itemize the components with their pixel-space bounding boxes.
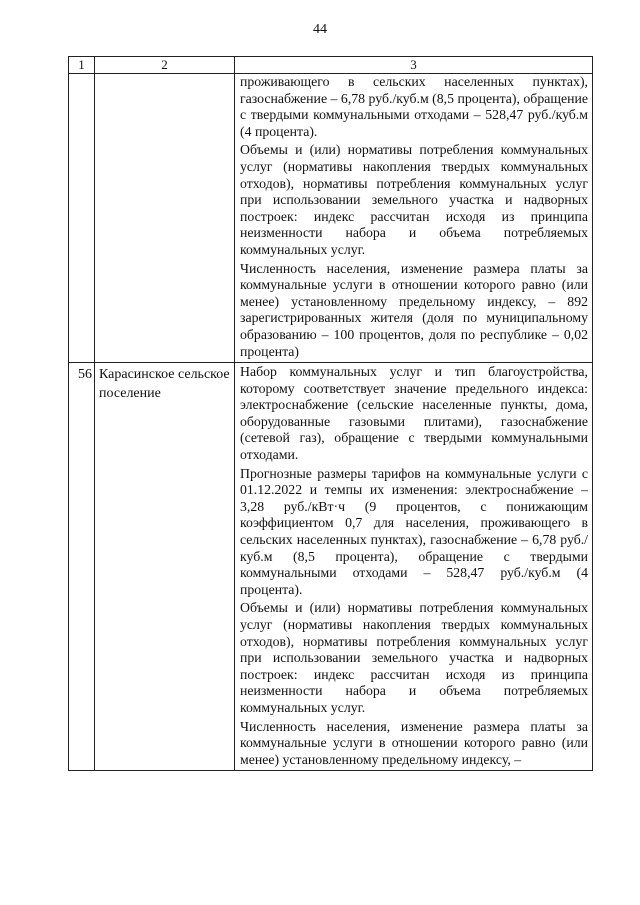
paragraph-services-set: Набор коммунальных услуг и тип благоустройства, которому соответствует значение предельного индекса: электроснабжение (сельские населенные пункты, дома, оборудованные газовыми плитами), газоснабжение (сетевой газ), обращение с твердыми коммунальными отходами. [240,364,588,463]
table-row-56 [69,363,593,771]
row-content [235,363,593,771]
paragraph-tariffs: Прогнозные размеры тарифов на коммунальные услуги с 01.12.2022 и темпы их изменения: электроснабжение – 3,28 руб./кВт·ч (9 процентов, с понижающим коэффициентом 0,7 для населения, проживающего в сельских населенных пунктах), газоснабжение – 6,78 руб./куб.м (8,5 процента), обращение с твердыми коммунальными отходами – 528,47 руб./куб.м (4 процента). [240,465,588,597]
header-col-2: 2 [95,57,235,74]
indices-table [68,56,593,771]
paragraph-tariffs-cont: проживающего в сельских населенных пунктах), газоснабжение – 6,78 руб./куб.м (8,5 процента), обращение с твердыми коммунальными отходами – 528,47 руб./куб.м (4 процента). [240,74,588,139]
row-content [235,74,593,363]
paragraph-norms: Объемы и (или) нормативы потребления коммунальных услуг (нормативы накопления твердых коммунальных отходов), нормативы потребления коммунальных услуг при использовании земельного участка и надворных построек: индекс рассчитан исходя из принципа неизменности набора и объема потребляемых коммунальных услуг. [240,600,588,715]
row-number-empty [69,74,95,363]
settlement-name: Карасинское сельское поселение [95,363,235,771]
paragraph-norms: Объемы и (или) нормативы потребления коммунальных услуг (нормативы накопления твердых коммунальных отходов), нормативы потребления коммунальных услуг при использовании земельного участка и надворных построек: индекс рассчитан исходя из принципа неизменности набора и объема потребляемых коммунальных услуг. [240,142,588,257]
row-name-empty [95,74,235,363]
table-header-row [69,57,593,74]
paragraph-population: Численность населения, изменение размера платы за коммунальные услуги в отношении которого равно (или менее) установленному предельному индексу, – [240,718,588,767]
paragraph-population: Численность населения, изменение размера платы за коммунальные услуги в отношении которого равно (или менее) установленному предельному индексу, – 892 зарегистрированных жителя (доля по муниципальному образованию – 100 процентов, доля по республике – 0,02 процента) [240,260,588,359]
row-number: 56 [69,363,95,771]
header-col-1: 1 [69,57,95,74]
table-row-continued [69,74,593,363]
page-number: 44 [313,22,327,37]
header-col-3: 3 [235,57,593,74]
